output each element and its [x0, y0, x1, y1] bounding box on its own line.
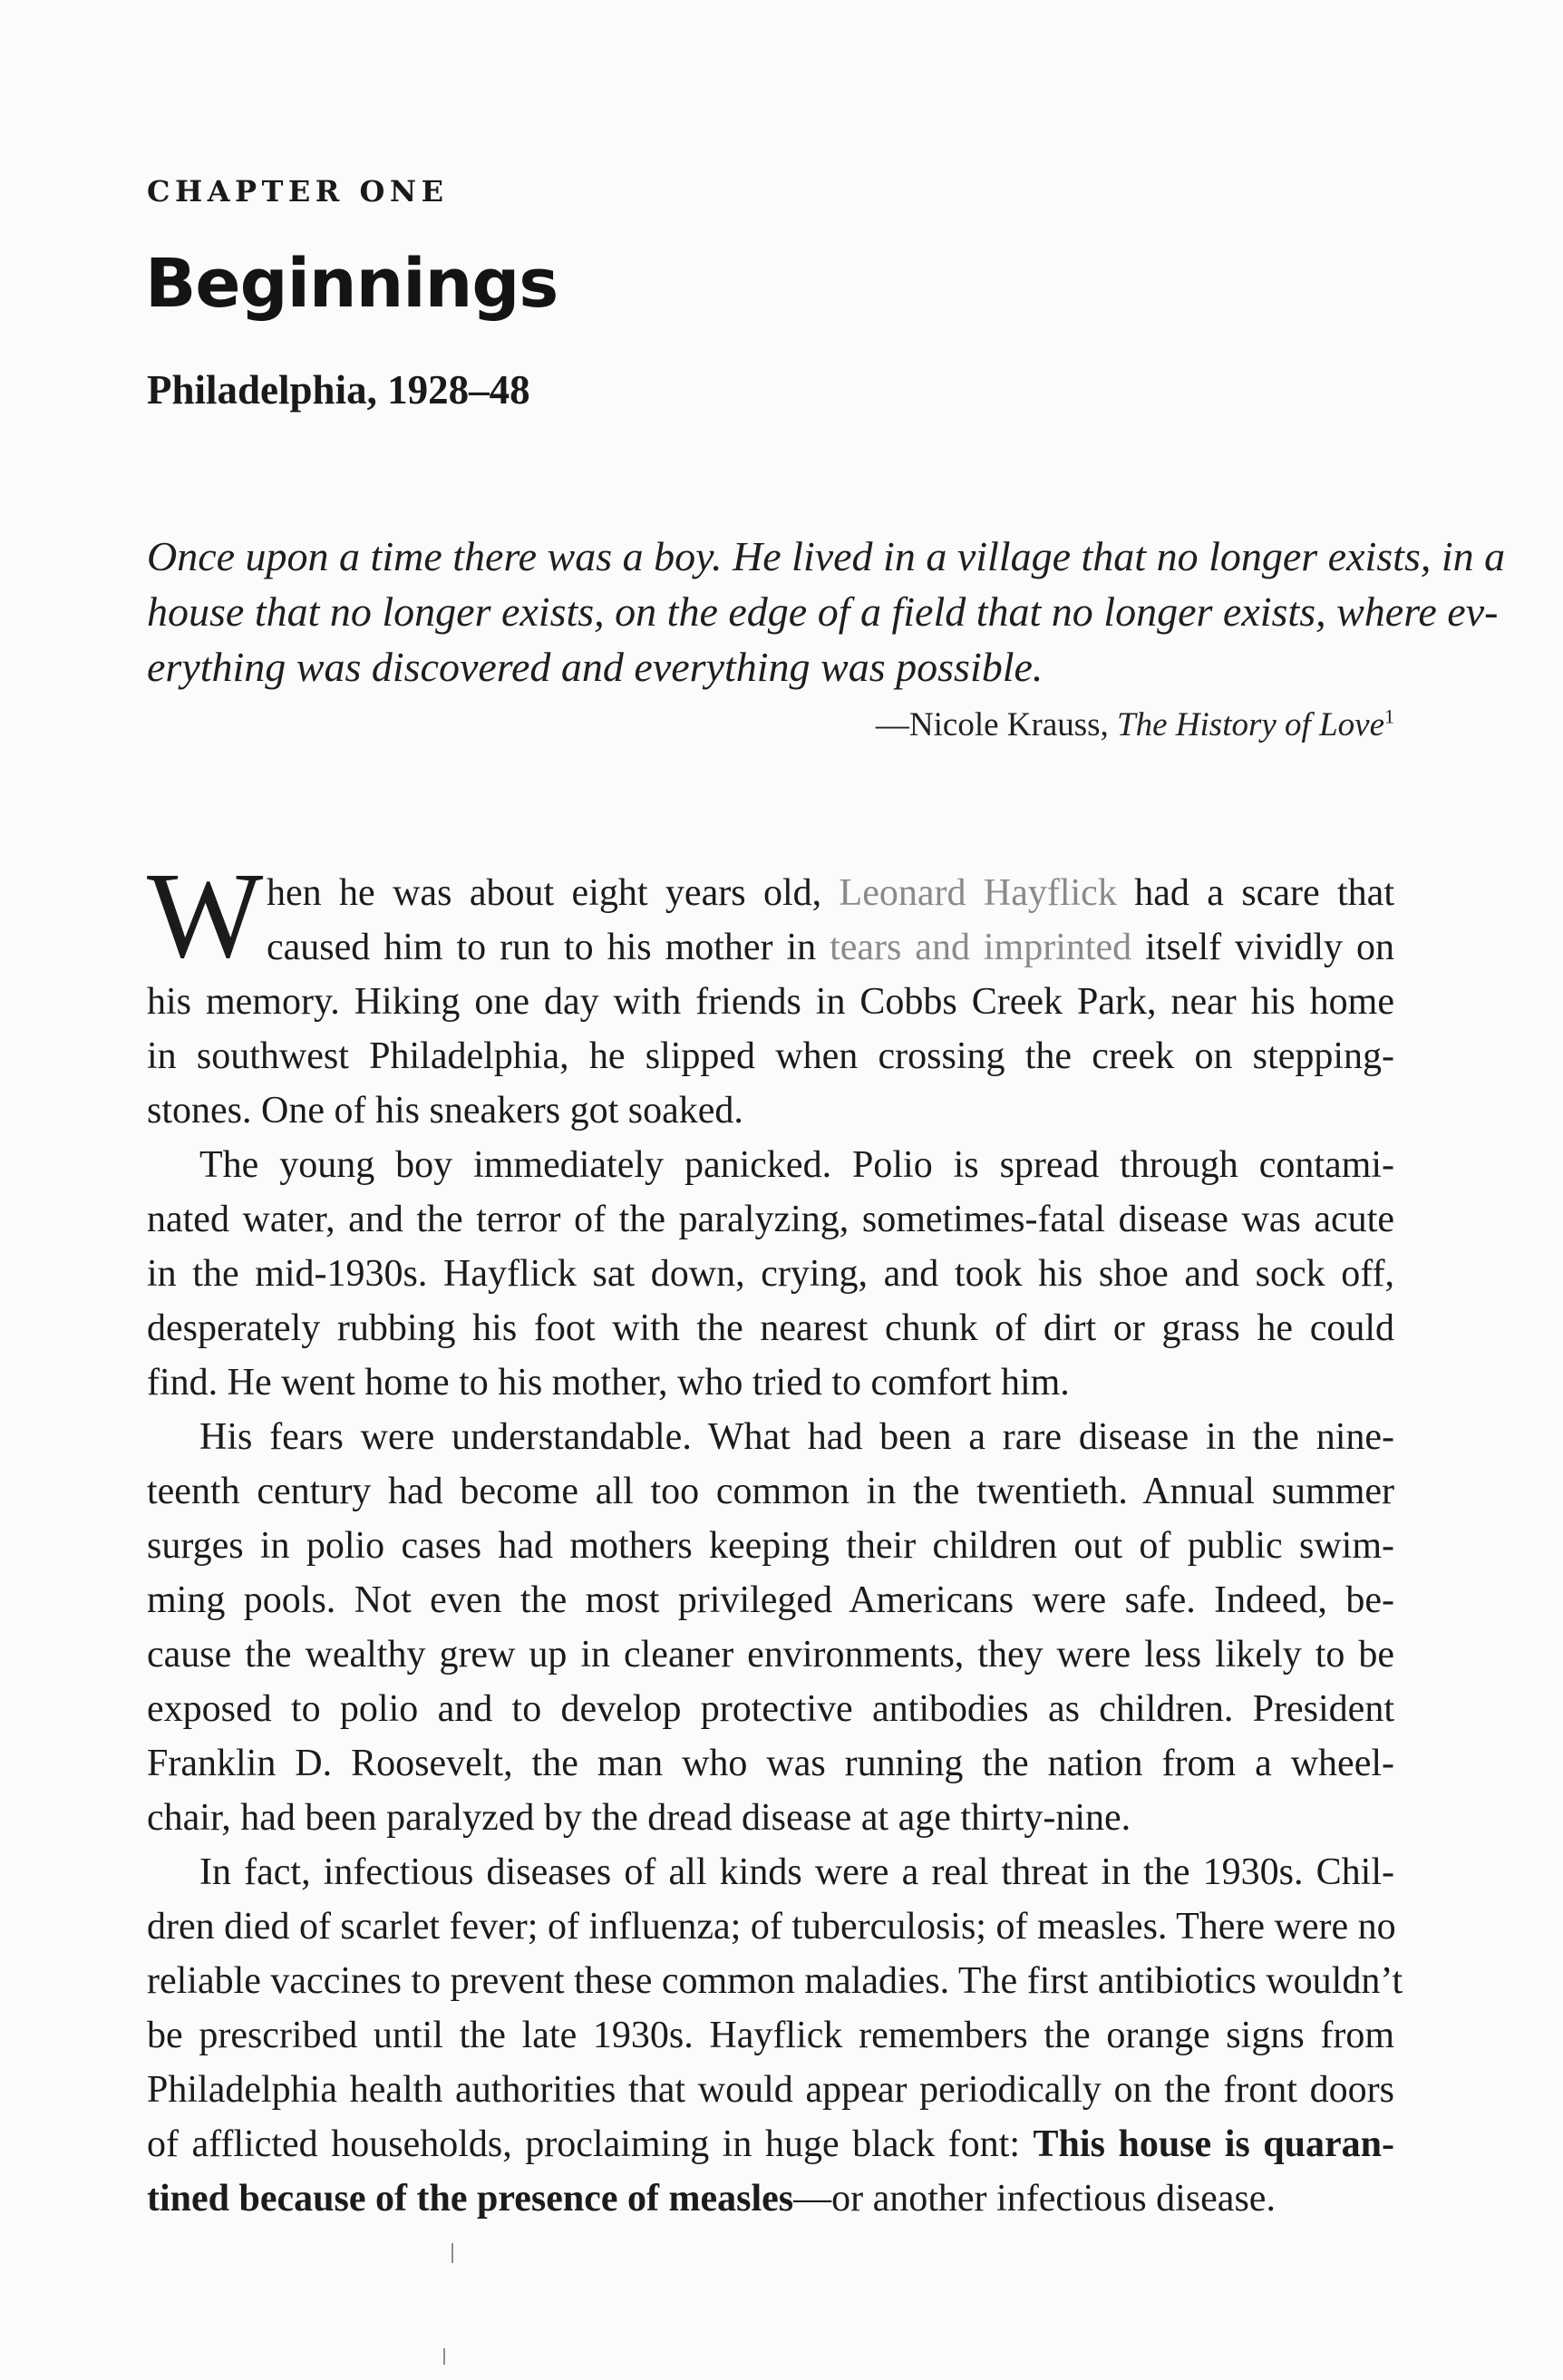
text-line: Franklin D. Roosevelt, the man who was running the nation from a wheel- [147, 1743, 1394, 1784]
text-run: —or another infectious disease. [793, 2178, 1276, 2220]
text-run: hen he was about eight years old, [267, 872, 840, 914]
text-line: The young boy immediately panicked. Polio is spread through contami- [199, 1144, 1394, 1186]
scan-artifact [451, 2243, 453, 2263]
faded-text-run: tears and imprinted [830, 927, 1132, 968]
body-text [147, 866, 1403, 2226]
text-line: desperately rubbing his foot with the nearest chunk of dirt or grass he could [147, 1307, 1394, 1349]
text-run: had a scare that [1116, 872, 1394, 914]
epigraph-line: house that no longer exists, on the edge of a field that no longer exists, where ev- [147, 588, 1499, 635]
epigraph-line: erything was discovered and everything was possible. [147, 644, 1044, 690]
text-line [147, 2171, 1394, 2226]
text-line: in southwest Philadelphia, he slipped when crossing the creek on stepping- [147, 1035, 1394, 1077]
drop-cap: W [147, 848, 264, 984]
text-line: cause the wealthy grew up in cleaner environments, they were less likely to be [147, 1634, 1394, 1676]
text-line: find. He went home to his mother, who tried to comfort him. [147, 1362, 1070, 1404]
epigraph-line: Once upon a time there was a boy. He lived in a village that no longer exists, in a [147, 533, 1506, 579]
text-line [147, 2117, 1394, 2171]
text-line: His fears were understandable. What had been a rare disease in the nine- [199, 1416, 1394, 1458]
text-line: exposed to polio and to develop protective antibodies as children. President [147, 1688, 1394, 1730]
chapter-subtitle: Philadelphia, 1928–48 [147, 367, 530, 413]
text-line: stones. One of his sneakers got soaked. [147, 1090, 743, 1132]
text-line: teenth century had become all too common in the twentieth. Annual summer [147, 1471, 1394, 1512]
attribution-work-title: The History of Love [1117, 706, 1384, 743]
bold-text-run: This house is quaran- [1033, 2123, 1394, 2165]
text-line: be prescribed until the late 1930s. Hayflick remembers the orange signs from [147, 2015, 1394, 2056]
text-line: ming pools. Not even the most privileged Americans were safe. Indeed, be- [147, 1579, 1394, 1621]
text-line: dren died of scarlet fever; of influenza; of tuberculosis; of measles. There were no [147, 1906, 1396, 1948]
bold-text-run: tined because of the presence of measles [147, 2178, 794, 2220]
chapter-title: Beginnings [145, 245, 558, 323]
text-line [147, 866, 1394, 920]
faded-text-run: Leonard Hayflick [839, 872, 1117, 914]
text-run: of afflicted households, proclaiming in huge black font: [147, 2123, 1034, 2165]
text-run: caused him to run to his mother in [267, 927, 830, 968]
text-line [147, 920, 1394, 975]
chapter-label: CHAPTER ONE [147, 174, 449, 209]
epigraph [147, 529, 1506, 695]
footnote-marker: 1 [1384, 704, 1394, 728]
text-line: chair, had been paralyzed by the dread disease at age thirty-nine. [147, 1797, 1131, 1839]
text-line: In fact, infectious diseases of all kinds were a real threat in the 1930s. Chil- [199, 1851, 1394, 1893]
text-line: reliable vaccines to prevent these common maladies. The first antibiotics wouldn’t [147, 1960, 1403, 2002]
text-line: Philadelphia health authorities that would appear periodically on the front doors [147, 2069, 1394, 2111]
epigraph-attribution [876, 705, 1394, 744]
text-line: surges in polio cases had mothers keeping their children out of public swim- [147, 1525, 1394, 1567]
scan-artifact [443, 2348, 445, 2365]
attribution-author: —Nicole Krauss, [875, 706, 1118, 743]
text-line: in the mid-1930s. Hayflick sat down, crying, and took his shoe and sock off, [147, 1253, 1394, 1295]
text-run: itself vividly on [1131, 927, 1394, 968]
text-line: his memory. Hiking one day with friends in Cobbs Creek Park, near his home [147, 981, 1394, 1023]
text-line: nated water, and the terror of the paralyzing, sometimes-fatal disease was acute [147, 1199, 1394, 1240]
